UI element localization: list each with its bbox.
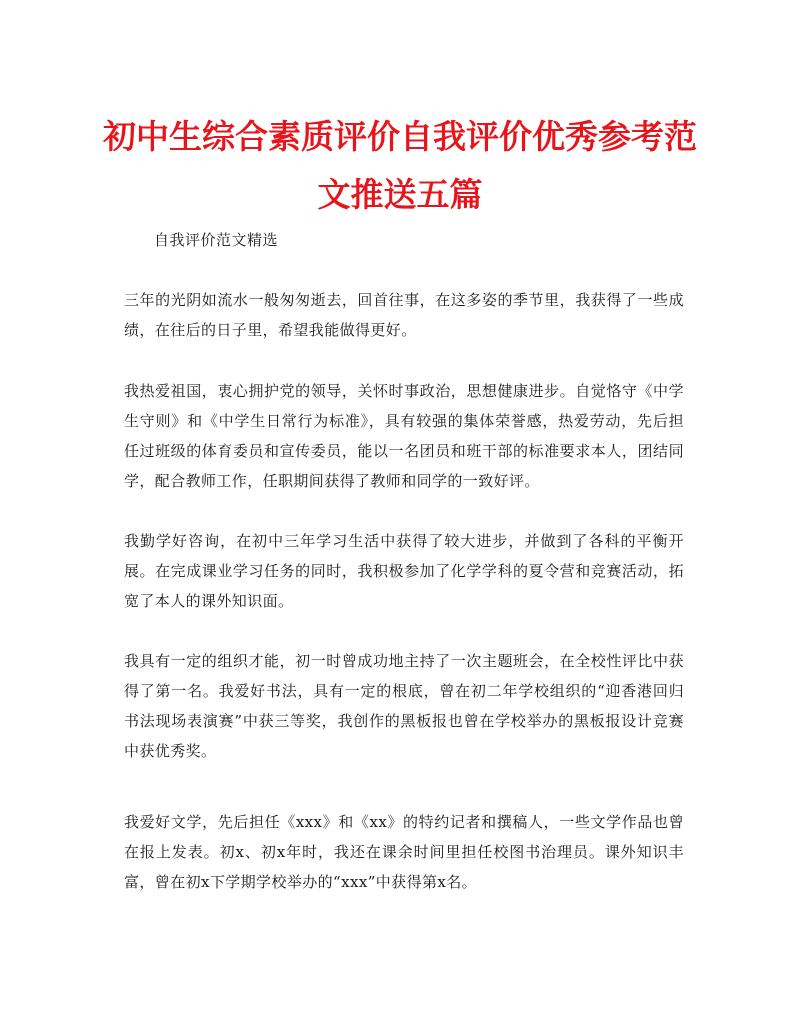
paragraph-3: 我勤学好咨询，在初中三年学习生活中获得了较大进步，并做到了各科的平衡开展。在完成课业学习任务的同时，我积极参加了化学学科的夏令营和竞赛活动，拓宽了本人的课外知识面。 — [124, 532, 684, 610]
paragraph-4: 我具有一定的组织才能，初一时曾成功地主持了一次主题班会，在全校性评比中获得了第一名。我爱好书法，具有一定的根底，曾在初二年学校组织的“迎香港回归书法现场表演赛”中获三等奖，我创作的黑板报也曾在学校举办的黑板报设计竞赛中获优秀奖。 — [124, 652, 684, 760]
paragraph-1: 三年的光阴如流水一般匆匆逝去，回首往事，在这多姿的季节里，我获得了一些成绩，在往后的日子里，希望我能做得更好。 — [124, 291, 684, 339]
document-title: 初中生综合素质评价自我评价优秀参考范文推送五篇 — [103, 117, 697, 214]
document-subtitle: 自我评价范文精选 — [154, 231, 279, 249]
paragraph-5: 我爱好文学，先后担任《xxx》和《xx》的特约记者和撰稿人，一些文学作品也曾在报上发表。初x、初x年时，我还在课余时间里担任校图书治理员。课外知识丰富，曾在初x下学期学校举办的“xxx”中获得第x名。 — [124, 813, 684, 891]
paragraph-2: 我热爱祖国，衷心拥护党的领导，关怀时事政治，思想健康进步。自觉恪守《中学生守则》和《中学生日常行为标准》，具有较强的集体荣誉感，热爱劳动，先后担任过班级的体育委员和宣传委员，能以一名团员和班干部的标准要求本人，团结同学，配合教师工作，任职期间获得了教师和同学的一致好评。 — [124, 382, 684, 490]
